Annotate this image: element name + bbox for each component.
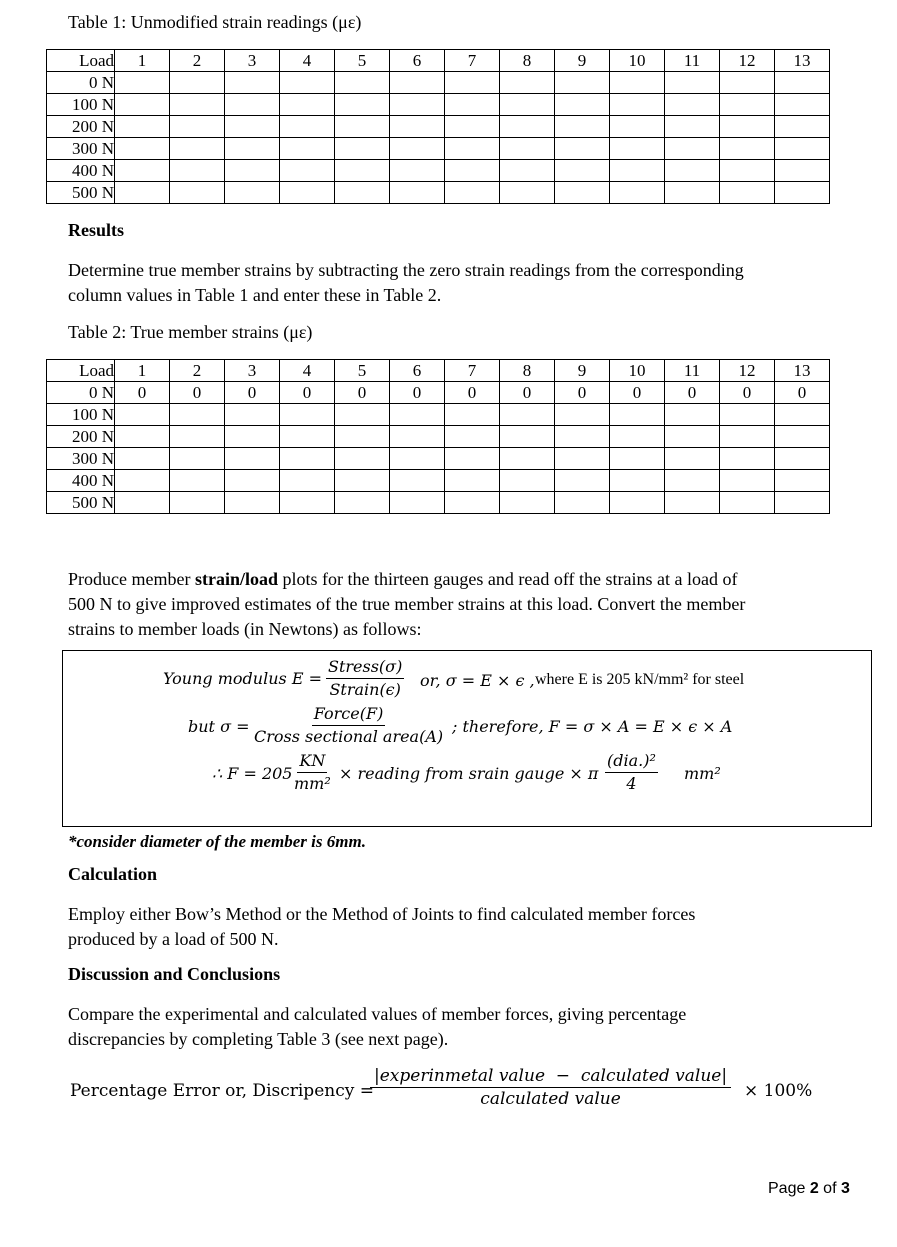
strain-cell xyxy=(445,404,500,426)
strain-cell: 0 xyxy=(225,382,280,404)
strain-cell xyxy=(610,470,665,492)
gauge-column-header: 8 xyxy=(500,50,555,72)
four-denominator: 4 xyxy=(626,774,637,793)
strain-cell xyxy=(665,160,720,182)
gauge-column-header: 1 xyxy=(115,360,170,382)
percentage-error-label: Percentage Error or, Discripency = xyxy=(70,1081,374,1101)
strain-cell xyxy=(720,470,775,492)
strain-cell xyxy=(775,426,830,448)
percentage-denominator: calculated value xyxy=(480,1089,621,1109)
table-row xyxy=(47,470,830,492)
strain-cell: 0 xyxy=(390,382,445,404)
strain-cell xyxy=(225,160,280,182)
table-row xyxy=(47,72,830,94)
strain-cell xyxy=(335,116,390,138)
strain-cell xyxy=(335,138,390,160)
strain-cell xyxy=(775,470,830,492)
mm2-unit: mm² xyxy=(684,764,721,783)
gauge-column-header: 7 xyxy=(445,360,500,382)
strain-cell xyxy=(390,160,445,182)
strain-cell xyxy=(280,160,335,182)
load-cell: 500 N xyxy=(47,182,115,204)
therefore-relation: ; therefore, F = σ × A = E × ϵ × A xyxy=(452,717,733,736)
strain-cell xyxy=(555,138,610,160)
table-row xyxy=(47,492,830,514)
table-row xyxy=(47,426,830,448)
table-row xyxy=(47,138,830,160)
load-cell: 200 N xyxy=(47,426,115,448)
strain-cell xyxy=(115,426,170,448)
reading-term: × reading from srain gauge × π xyxy=(339,764,599,783)
table-row xyxy=(47,382,830,404)
strain-cell xyxy=(610,448,665,470)
strain-cell: 0 xyxy=(445,382,500,404)
strain-cell xyxy=(170,72,225,94)
strain-cell xyxy=(720,426,775,448)
load-cell: 400 N xyxy=(47,470,115,492)
strain-cell xyxy=(720,94,775,116)
diameter-fraction xyxy=(605,750,658,795)
strain-cell xyxy=(500,448,555,470)
gauge-column-header: 3 xyxy=(225,50,280,72)
strain-cell xyxy=(225,492,280,514)
young-modulus-label: Young modulus E = xyxy=(163,669,322,688)
strain-cell xyxy=(555,470,610,492)
results-paragraph-line1: Determine true member strains by subtracting the zero strain readings from the corresponding xyxy=(68,260,744,280)
strain-cell xyxy=(115,492,170,514)
strain-cell xyxy=(445,470,500,492)
load-cell: 100 N xyxy=(47,404,115,426)
strain-cell xyxy=(335,470,390,492)
times-100-percent: × 100% xyxy=(744,1081,813,1101)
strain-cell xyxy=(555,94,610,116)
strain-cell xyxy=(280,182,335,204)
gauge-column-header: 9 xyxy=(555,50,610,72)
gauge-column-header: 4 xyxy=(280,360,335,382)
percentage-numerator: |experinmetal value − calculated value| xyxy=(370,1065,731,1088)
strain-cell xyxy=(610,94,665,116)
strain-cell xyxy=(170,160,225,182)
strain-cell xyxy=(335,448,390,470)
strain-cell: 0 xyxy=(665,382,720,404)
strain-cell xyxy=(390,94,445,116)
strain-cell xyxy=(775,404,830,426)
force-numerator: Force(F) xyxy=(312,703,386,726)
discussion-line2: discrepancies by completing Table 3 (see next page). xyxy=(68,1029,449,1049)
kn-numerator: KN xyxy=(297,750,327,773)
strain-cell xyxy=(500,470,555,492)
strain-cell xyxy=(445,448,500,470)
strain-cell xyxy=(555,72,610,94)
strain-cell xyxy=(775,160,830,182)
strain-cell xyxy=(445,94,500,116)
calculation-line1: Employ either Bow’s Method or the Method of Joints to find calculated member forces xyxy=(68,904,696,924)
strain-cell xyxy=(280,470,335,492)
strain-cell xyxy=(610,138,665,160)
produce-paragraph-line2: 500 N to give improved estimates of the true member strains at this load. Convert the member xyxy=(68,594,746,614)
discussion-line1: Compare the experimental and calculated values of member forces, giving percentage xyxy=(68,1004,687,1024)
strain-cell: 0 xyxy=(720,382,775,404)
produce-paragraph-line1 xyxy=(68,567,738,592)
strain-cell xyxy=(170,426,225,448)
strain-cell xyxy=(500,182,555,204)
gauge-column-header: 9 xyxy=(555,360,610,382)
strain-cell xyxy=(555,426,610,448)
gauge-column-header: 10 xyxy=(610,360,665,382)
strain-cell xyxy=(720,138,775,160)
table1-caption: Table 1: Unmodified strain readings (με) xyxy=(68,12,362,32)
strain-cell xyxy=(665,94,720,116)
load-header: Load xyxy=(47,360,115,382)
page-label: Page xyxy=(768,1180,810,1197)
strain-cell xyxy=(610,404,665,426)
strain-cell xyxy=(280,448,335,470)
strain-cell xyxy=(610,116,665,138)
strain-cell xyxy=(445,138,500,160)
strain-cell xyxy=(720,492,775,514)
strain-cell xyxy=(115,138,170,160)
strain-cell xyxy=(390,116,445,138)
strain-cell xyxy=(555,448,610,470)
strain-cell xyxy=(555,160,610,182)
strain-cell xyxy=(390,72,445,94)
strain-cell xyxy=(555,492,610,514)
strain-cell xyxy=(665,182,720,204)
produce-paragraph-line3: strains to member loads (in Newtons) as follows: xyxy=(68,619,422,639)
strain-cell xyxy=(280,492,335,514)
load-cell: 200 N xyxy=(47,116,115,138)
strain-cell xyxy=(445,72,500,94)
steel-modulus-note: where E is 205 kN/mm² for steel xyxy=(535,671,745,688)
table-row xyxy=(47,448,830,470)
gauge-column-header: 2 xyxy=(170,50,225,72)
stress-strain-fraction xyxy=(326,656,404,701)
stress-numerator: Stress(σ) xyxy=(326,656,404,679)
gauge-column-header: 5 xyxy=(335,50,390,72)
strain-cell xyxy=(500,160,555,182)
strain-cell xyxy=(555,116,610,138)
calculation-line2: produced by a load of 500 N. xyxy=(68,929,279,949)
strain-cell xyxy=(170,116,225,138)
strain-cell xyxy=(115,94,170,116)
gauge-column-header: 12 xyxy=(720,50,775,72)
produce-text-bold: strain/load xyxy=(194,569,278,589)
strain-cell xyxy=(610,72,665,94)
gauge-column-header: 6 xyxy=(390,50,445,72)
strain-cell xyxy=(335,426,390,448)
strain-cell xyxy=(610,182,665,204)
strain-cell xyxy=(720,448,775,470)
strain-cell xyxy=(115,116,170,138)
strain-cell xyxy=(775,448,830,470)
table2 xyxy=(46,359,830,514)
strain-cell xyxy=(280,116,335,138)
strain-cell xyxy=(390,426,445,448)
strain-cell xyxy=(555,182,610,204)
load-cell: 0 N xyxy=(47,382,115,404)
strain-cell xyxy=(775,72,830,94)
strain-cell xyxy=(170,182,225,204)
table-row xyxy=(47,94,830,116)
strain-cell xyxy=(720,116,775,138)
load-cell: 400 N xyxy=(47,160,115,182)
strain-cell xyxy=(225,404,280,426)
strain-cell xyxy=(280,72,335,94)
strain-denominator: Strain(ϵ) xyxy=(329,680,401,699)
table2-caption: Table 2: True member strains (με) xyxy=(68,322,313,342)
strain-cell xyxy=(335,492,390,514)
page-of: of xyxy=(818,1180,841,1197)
strain-cell xyxy=(665,492,720,514)
strain-cell xyxy=(225,470,280,492)
strain-cell xyxy=(775,182,830,204)
strain-cell xyxy=(390,470,445,492)
table-row xyxy=(47,116,830,138)
strain-cell xyxy=(775,492,830,514)
page-current: 2 xyxy=(809,1180,819,1197)
strain-cell xyxy=(115,72,170,94)
strain-cell xyxy=(225,72,280,94)
gauge-column-header: 3 xyxy=(225,360,280,382)
page-total: 3 xyxy=(840,1180,850,1197)
strain-cell xyxy=(775,94,830,116)
gauge-column-header: 13 xyxy=(775,360,830,382)
strain-cell: 0 xyxy=(170,382,225,404)
load-cell: 500 N xyxy=(47,492,115,514)
force-area-fraction xyxy=(252,703,445,748)
diameter-numerator: (dia.)² xyxy=(605,750,658,773)
strain-cell xyxy=(610,426,665,448)
strain-cell xyxy=(335,160,390,182)
gauge-column-header: 13 xyxy=(775,50,830,72)
strain-cell xyxy=(720,404,775,426)
load-header: Load xyxy=(47,50,115,72)
gauge-column-header: 10 xyxy=(610,50,665,72)
strain-cell xyxy=(280,94,335,116)
gauge-column-header: 11 xyxy=(665,50,720,72)
table-header-row xyxy=(47,360,830,382)
strain-cell: 0 xyxy=(775,382,830,404)
strain-cell xyxy=(280,138,335,160)
strain-cell xyxy=(500,138,555,160)
strain-cell xyxy=(225,426,280,448)
strain-cell xyxy=(665,116,720,138)
diameter-note: *consider diameter of the member is 6mm. xyxy=(68,832,366,851)
strain-cell xyxy=(445,116,500,138)
strain-cell xyxy=(170,404,225,426)
strain-cell xyxy=(500,72,555,94)
produce-text-post: plots for the thirteen gauges and read off the strains at a load of xyxy=(277,569,738,589)
gauge-column-header: 2 xyxy=(170,360,225,382)
gauge-column-header: 12 xyxy=(720,360,775,382)
table-row xyxy=(47,404,830,426)
strain-cell xyxy=(225,448,280,470)
mm2-denominator: mm² xyxy=(294,774,331,793)
strain-cell: 0 xyxy=(115,382,170,404)
strain-cell xyxy=(500,94,555,116)
strain-cell xyxy=(665,404,720,426)
percentage-fraction xyxy=(370,1065,731,1110)
gauge-column-header: 7 xyxy=(445,50,500,72)
strain-cell xyxy=(665,138,720,160)
strain-cell xyxy=(390,448,445,470)
table1 xyxy=(46,49,830,204)
gauge-column-header: 6 xyxy=(390,360,445,382)
table-row xyxy=(47,182,830,204)
load-cell: 300 N xyxy=(47,448,115,470)
strain-cell xyxy=(280,404,335,426)
strain-cell xyxy=(610,492,665,514)
page-number xyxy=(768,1180,850,1198)
strain-cell xyxy=(665,470,720,492)
strain-cell xyxy=(225,116,280,138)
strain-cell: 0 xyxy=(555,382,610,404)
strain-cell xyxy=(280,426,335,448)
strain-cell: 0 xyxy=(280,382,335,404)
strain-cell: 0 xyxy=(610,382,665,404)
gauge-column-header: 5 xyxy=(335,360,390,382)
strain-cell xyxy=(445,492,500,514)
strain-cell xyxy=(390,138,445,160)
strain-cell xyxy=(390,492,445,514)
table-row xyxy=(47,160,830,182)
strain-cell xyxy=(500,116,555,138)
strain-cell xyxy=(335,94,390,116)
strain-cell xyxy=(665,72,720,94)
strain-cell xyxy=(665,448,720,470)
strain-cell xyxy=(500,404,555,426)
table-header-row xyxy=(47,50,830,72)
strain-cell xyxy=(170,138,225,160)
or-relation: or, σ = E × ϵ , xyxy=(420,671,535,690)
strain-cell: 0 xyxy=(335,382,390,404)
load-cell: 100 N xyxy=(47,94,115,116)
gauge-column-header: 4 xyxy=(280,50,335,72)
load-cell: 0 N xyxy=(47,72,115,94)
load-cell: 300 N xyxy=(47,138,115,160)
strain-cell xyxy=(720,182,775,204)
strain-cell xyxy=(225,138,280,160)
strain-cell xyxy=(720,160,775,182)
strain-cell xyxy=(445,426,500,448)
calculation-heading: Calculation xyxy=(68,864,158,884)
strain-cell xyxy=(170,448,225,470)
strain-cell xyxy=(170,470,225,492)
strain-cell xyxy=(390,404,445,426)
strain-cell xyxy=(115,470,170,492)
strain-cell xyxy=(775,138,830,160)
strain-cell xyxy=(555,404,610,426)
strain-cell xyxy=(170,94,225,116)
strain-cell xyxy=(170,492,225,514)
strain-cell xyxy=(335,404,390,426)
strain-cell xyxy=(445,182,500,204)
results-paragraph-line2: column values in Table 1 and enter these in Table 2. xyxy=(68,285,442,305)
strain-cell xyxy=(225,94,280,116)
strain-cell xyxy=(610,160,665,182)
strain-cell xyxy=(445,160,500,182)
strain-cell xyxy=(115,448,170,470)
strain-cell xyxy=(720,72,775,94)
strain-cell xyxy=(225,182,280,204)
strain-cell: 0 xyxy=(500,382,555,404)
produce-text-pre: Produce member xyxy=(68,569,195,589)
strain-cell xyxy=(335,72,390,94)
strain-cell xyxy=(665,426,720,448)
kn-mm2-fraction xyxy=(292,750,333,795)
gauge-column-header: 1 xyxy=(115,50,170,72)
discussion-heading: Discussion and Conclusions xyxy=(68,964,281,984)
strain-cell xyxy=(115,160,170,182)
strain-cell xyxy=(115,182,170,204)
gauge-column-header: 11 xyxy=(665,360,720,382)
strain-cell xyxy=(775,116,830,138)
area-denominator: Cross sectional area(A) xyxy=(254,727,444,746)
strain-cell xyxy=(390,182,445,204)
gauge-column-header: 8 xyxy=(500,360,555,382)
strain-cell xyxy=(335,182,390,204)
strain-cell xyxy=(115,404,170,426)
sigma-label: but σ = xyxy=(188,717,250,736)
strain-cell xyxy=(500,492,555,514)
force-result-label: ∴ F = 205 xyxy=(212,764,293,783)
strain-cell xyxy=(500,426,555,448)
results-heading: Results xyxy=(68,220,125,240)
